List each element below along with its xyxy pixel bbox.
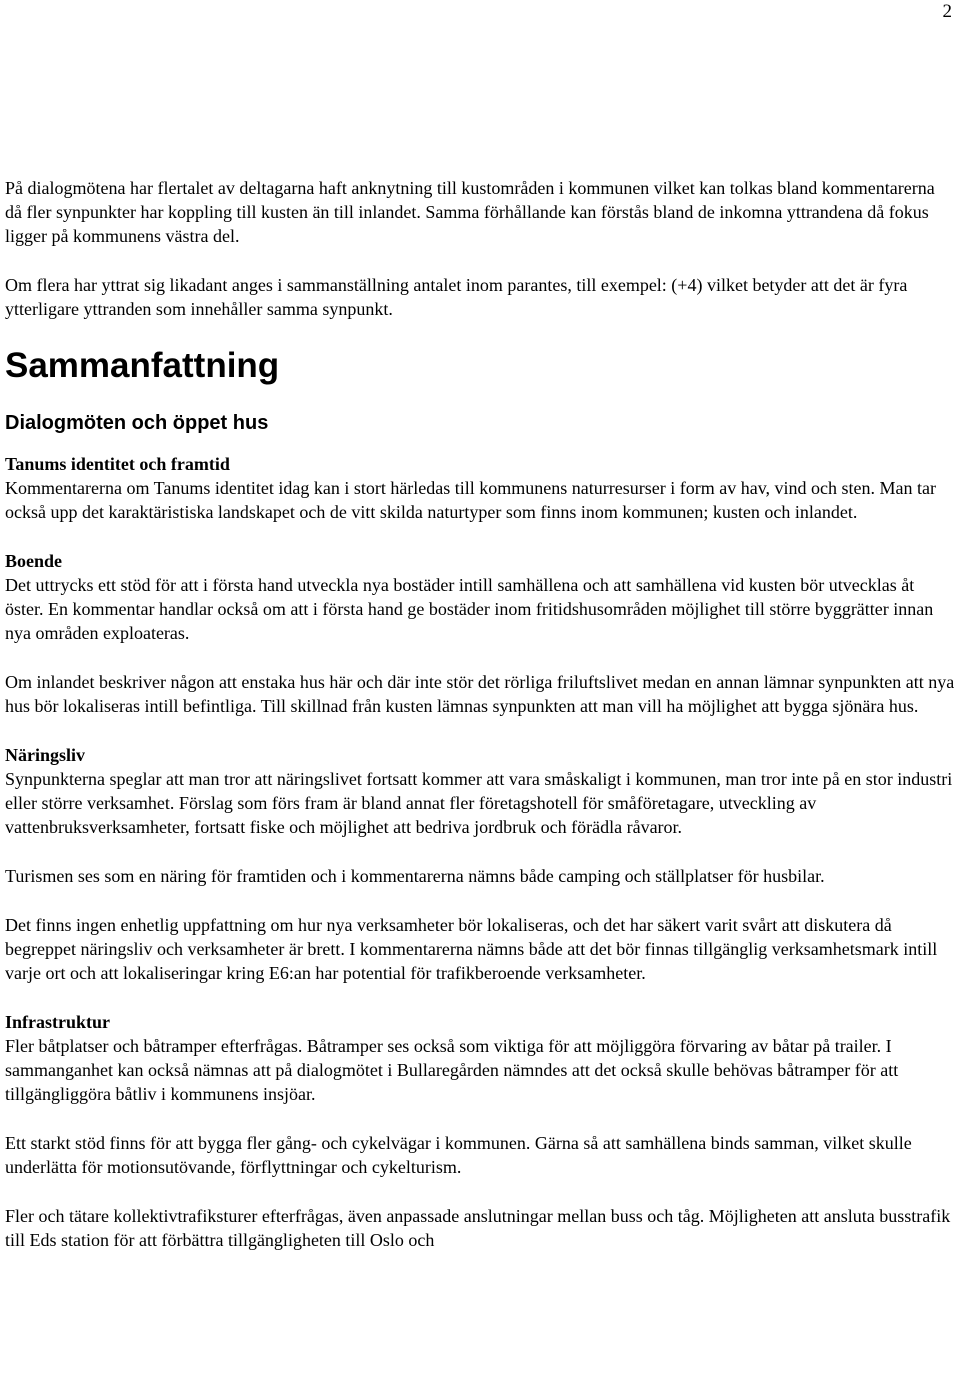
- business-paragraph-3: Det finns ingen enhetlig uppfattning om hur nya verksamheter bör lokaliseras, och det har säkert varit svårt att diskutera då begreppet näringsliv och verksamheter är brett. I kommentarerna nämns både att det bör finnas tillgänglig verksamhetsmark intill varje ort och att lokaliseringar kring E6:an har potential för trafikberoende verksamheter.: [5, 914, 938, 983]
- document-body: [5, 176, 955, 1252]
- infrastructure-paragraph-1: Fler båtplatser och båtramper efterfrågas. Båtramper ses också som viktiga för att möjliggöra förvaring av båtar på trailer. I sammanganhet kan också nämnas att på dialogmötet i Bullaregården nämndes att det också skulle behövas båtramper för att tillgängliggöra båtliv i kommunens insjöar.: [5, 1035, 899, 1105]
- section-subtitle: Dialogmöten och öppet hus: [5, 411, 269, 434]
- business-paragraph-1: Synpunkterna speglar att man tror att näringslivet fortsatt kommer att vara småskaligt i kommunen, man tror inte på en stor industri eller större verksamhet. Förslag som förs fram är bland annat fler företagshotell för småföretagare, utveckling av vattenbruksverksamheter, fortsatt fiske och möjlighet att bedriva jordbruk och förädla råvaror.: [5, 769, 953, 838]
- business-paragraph-2: Turismen ses som en näring för framtiden och i kommentarerna nämns både camping och ställplatser för husbilar.: [5, 866, 825, 886]
- infrastructure-heading: Infrastruktur: [5, 1011, 111, 1032]
- infrastructure-paragraph-3: Fler och tätare kollektivtrafiksturer efterfrågas, även anpassade anslutningar mellan buss och tåg. Möjligheten att ansluta busstrafik till Eds station för att förbättra tillgängligheten till Oslo och: [5, 1205, 951, 1250]
- intro-paragraph-1: På dialogmötena har flertalet av deltagarna haft anknytning till kustområden i kommunen vilket kan tolkas bland kommentarerna då fler synpunkter har koppling till kusten än till inlandet. Samma förhållande kan förstås bland de inkomna yttrandena då fokus ligger på kommunens västra del.: [5, 178, 935, 247]
- identity-paragraph-1: Kommentarerna om Tanums identitet idag kan i stort härledas till kommunens naturresurser i form av hav, vind och sten. Man tar också upp det karaktäristiska landskapet och de vitt skilda naturtyper som finns inom kommunen; kusten och inlandet.: [5, 478, 937, 523]
- section-title: Sammanfattning: [5, 345, 280, 385]
- housing-paragraph-2: Om inlandet beskriver någon att enstaka hus här och där inte stör det rörliga friluftslivet medan en annan lämnar synpunkten att nya hus bör lokaliseras intill befintliga. Till skillnad från kusten lämnas synpunkten att man vill ha möjlighet att bygga sjönära hus.: [5, 672, 955, 717]
- business-heading: Näringsliv: [5, 744, 86, 765]
- housing-paragraph-1: Det uttrycks ett stöd för att i första hand utveckla nya bostäder intill samhällena och att samhällena vid kusten bör utvecklas åt öster. En kommentar handlar också om att i första hand ge bostäder inom fritidshusområden möjlighet till större byggrätter innan nya områden exploateras.: [5, 575, 934, 644]
- housing-heading: Boende: [5, 550, 63, 571]
- infrastructure-paragraph-2: Ett starkt stöd finns för att bygga fler gång- och cykelvägar i kommunen. Gärna så att samhällena binds samman, vilket skulle underlätta för motionsutövande, förflyttningar och cykelturism.: [5, 1132, 912, 1177]
- intro-paragraph-2: Om flera har yttrat sig likadant anges i sammanställning antalet inom parantes, till exempel: (+4) vilket betyder att det är fyra ytterligare yttranden som innehåller samma synpunkt.: [5, 275, 908, 320]
- identity-heading: Tanums identitet och framtid: [5, 453, 230, 474]
- page-number: 2: [942, 1, 952, 22]
